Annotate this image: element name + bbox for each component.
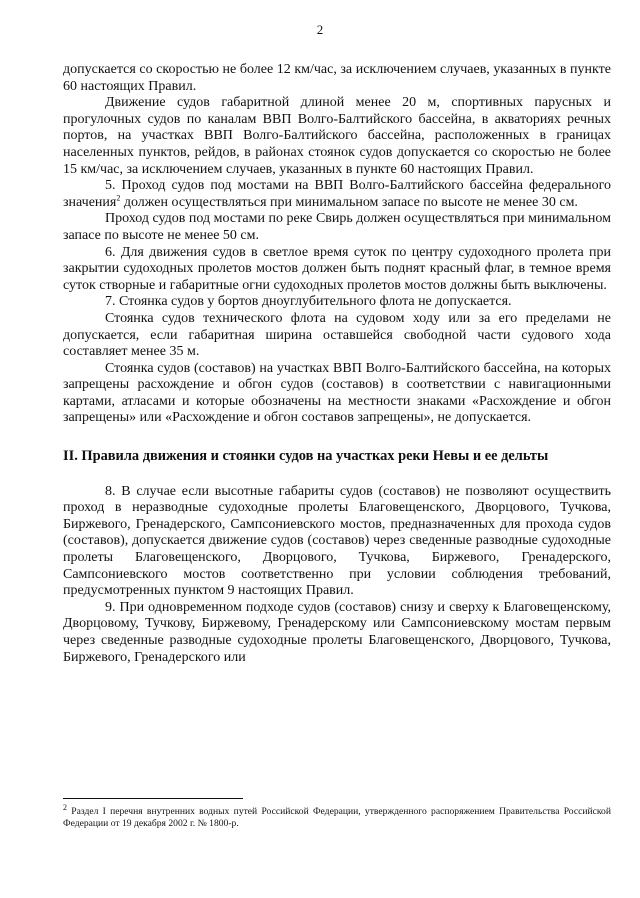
paragraph-text: 5. Проход судов под мостами на ВВП Волго-Балтийского бассейна федерального значения bbox=[63, 178, 611, 210]
paragraph-text: должен осуществляться при минимальном запасе по высоте не менее 30 см. bbox=[123, 194, 578, 210]
paragraph: 7. Стоянка судов у бортов дноуглубительного флота не допускается. bbox=[105, 294, 512, 310]
section-heading: II. Правила движения и стоянки судов на участках реки Невы и ее дельты bbox=[63, 448, 549, 465]
footnote-reference: 2 bbox=[116, 193, 121, 203]
document-body bbox=[63, 62, 611, 666]
footnote bbox=[63, 802, 611, 830]
paragraph: допускается со скоростью не более 12 км/час, за исключением случаев, указанных в пункте 60 настоящих Правил. bbox=[63, 62, 611, 94]
paragraph: 9. При одновременном подходе судов (составов) снизу и сверху к Благовещенскому, Дворцовому, Тучкову, Биржевому, Гренадерскому или Сампсониевскому мостам первым через сведенные разводные судоходные пролеты Благовещенского, Дворцового, Тучкова, Биржевого, Гренадерского или bbox=[63, 599, 611, 665]
paragraph: 6. Для движения судов в светлое время суток по центру судоходного пролета при закрытии судоходных пролетов мостов должен быть поднят красный флаг, в темное время суток створные и габаритные огни судоходных пролетов мостов должны быть выключены. bbox=[63, 244, 611, 293]
footnote-text: Раздел I перечня внутренних водных путей Российской Федерации, утвержденного распоряжением Правительства Российской Федерации от 19 декабря 2002 г. № 1800-р. bbox=[63, 806, 611, 829]
paragraph: Движение судов габаритной длиной менее 20 м, спортивных парусных и прогулочных судов по каналам ВВП Волго-Балтийского бассейна, в акваториях речных портов, на участках ВВП Волго-Балтийского бассейна, расположенных в границах населенных пунктов, рейдов, в районах стоянок судов допускается со скоростью не более 15 км/час, за исключением случаев, указанных в пункте 60 настоящих Правил. bbox=[63, 95, 611, 177]
footnote-marker: 2 bbox=[63, 802, 67, 812]
page-number: 2 bbox=[316, 22, 324, 37]
paragraph: Стоянка судов (составов) на участках ВВП Волго-Балтийского бассейна, на которых запрещены расхождение и обгон судов (составов) в соответствии с навигационными картами, атласами и которые обозначены на местности знаками «Расхождение и обгон запрещены» или «Расхождение и обгон составов запрещены», не допускается. bbox=[63, 360, 611, 426]
paragraph: Проход судов под мостами по реке Свирь должен осуществляться при минимальном запасе по высоте не менее 50 см. bbox=[63, 211, 611, 243]
paragraph-with-footnote bbox=[63, 178, 611, 211]
paragraph: 8. В случае если высотные габариты судов (составов) не позволяют осуществить проход в неразводные судоходные пролеты Благовещенского, Дворцового, Тучкова, Биржевого, Гренадерского, Сампсониевского мостов, предназначенных для прохода судов (составов), допускается движение судов (составов) через сведенные разводные судоходные пролеты Благовещенского, Дворцового, Тучкова, Биржевого, Гренадерского, Сампсониевского мостов соответственно при условии соблюдения требований, предусмотренных пунктом 9 настоящих Правил. bbox=[63, 483, 611, 599]
paragraph: Стоянка судов технического флота на судовом ходу или за его пределами не допускается, если габаритная ширина оставшейся свободной части судового хода составляет менее 35 м. bbox=[63, 310, 611, 360]
footnote-divider bbox=[63, 798, 243, 799]
